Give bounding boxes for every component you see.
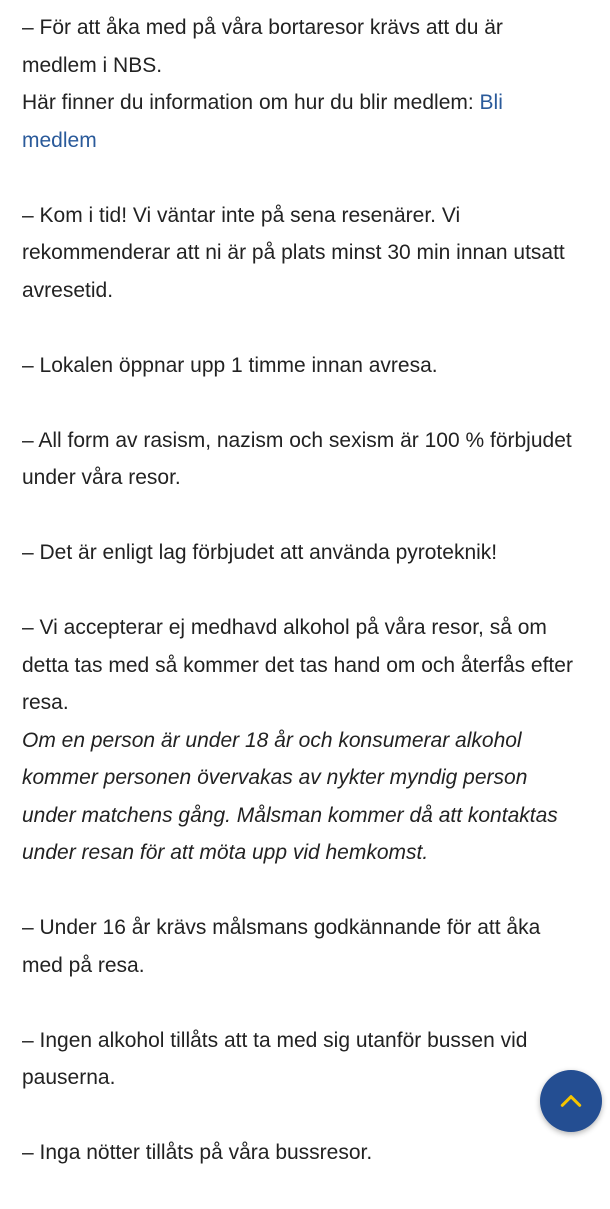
rule-on-time: – Kom i tid! Vi väntar inte på sena resenärer. Vi rekommenderar att ni är på plats minst 30 min innan utsatt avresetid. — [22, 203, 565, 302]
rule-under-16: – Under 16 år krävs målsmans godkännande för att åka med på resa. — [22, 916, 541, 977]
rule-no-pyro: – Det är enligt lag förbjudet att använda pyroteknik! — [22, 541, 498, 564]
become-member-link[interactable]: Bli medlem — [22, 91, 503, 152]
rule-alcohol: – Vi accepterar ej medhavd alkohol på våra resor, så om detta tas med så kommer det tas hand om och återfås efter resa. — [22, 616, 573, 714]
rule-membership — [22, 9, 582, 84]
scroll-to-top-button[interactable] — [540, 1070, 602, 1132]
travel-rules-content — [22, 9, 582, 1209]
rule-alcohol-minor-note: Om en person är under 18 år och konsumerar alkohol kommer personen övervakas av nykter myndig person under matchens gång. Målsman kommer då att kontaktas under resan för att möta upp vid hemkomst. — [22, 728, 558, 864]
rule-membership-info — [22, 84, 582, 159]
rule-membership-text: – För att åka med på våra bortaresor krävs att du är medlem i NBS. — [22, 16, 503, 77]
membership-info-text: Här finner du information om hur du blir medlem: — [22, 91, 480, 114]
rule-no-nuts: – Inga nötter tillåts på våra bussresor. — [22, 1141, 373, 1164]
rule-no-alcohol-outside: – Ingen alkohol tillåts att ta med sig utanför bussen vid pauserna. — [22, 1028, 528, 1089]
chevron-up-icon — [558, 1088, 584, 1114]
rule-no-racism: – All form av rasism, nazism och sexism är 100 % förbjudet under våra resor. — [22, 428, 572, 489]
rule-venue-opens: – Lokalen öppnar upp 1 timme innan avresa. — [22, 353, 438, 377]
